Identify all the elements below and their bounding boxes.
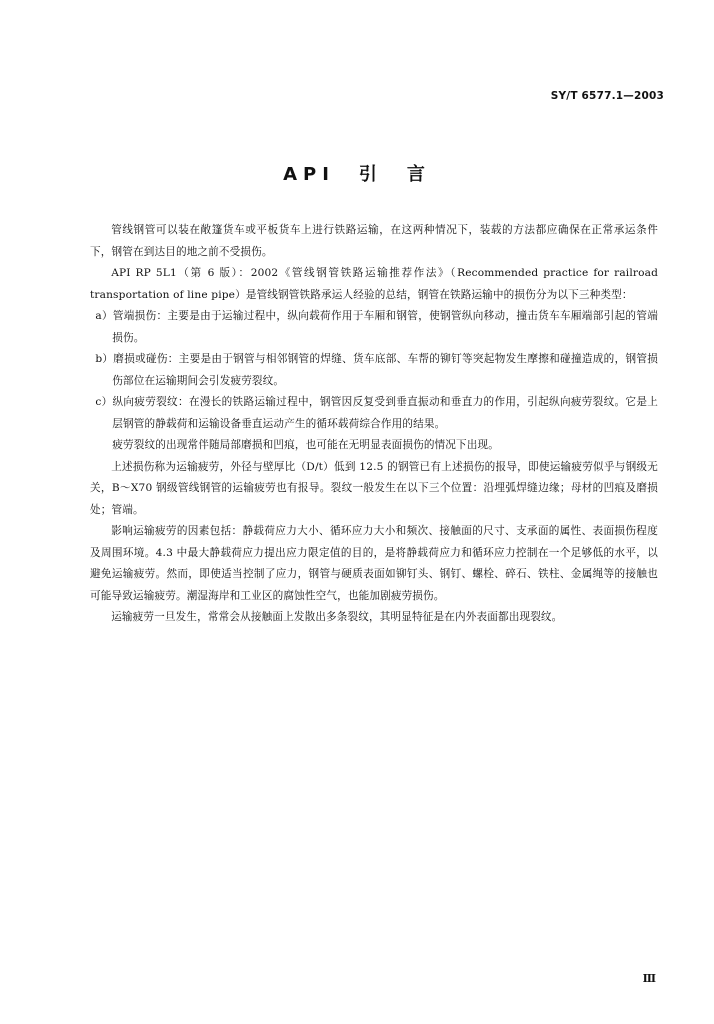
paragraph-1: 管线钢管可以装在敞篷货车或平板货车上进行铁路运输，在这两种情况下，装载的方法都应确保在正常承运条件下，钢管在到达目的地之前不受损伤。: [90, 224, 658, 258]
page-title: API 引 言: [283, 164, 431, 185]
standard-code: SY/T 6577.1—2003: [550, 90, 664, 102]
paragraph-2: API RP 5L1（第 6 版）：2002《管线钢管铁路运输推荐作法》（Recommended practice for railroad transportation of line pipe）是管线钢管铁路承运人经验的总结，钢管在铁路运输中的损伤分为以下三种类型：: [90, 267, 658, 301]
list-item-a: a）管端损伤：主要是由于运输过程中，纵向载荷作用于车厢和钢管，使钢管纵向移动，撞击货车车厢端部引起的管端损伤。: [95, 310, 658, 344]
list-item-b: b）磨损或碰伤：主要是由于钢管与相邻钢管的焊缝、货车底部、车帮的铆钉等突起物发生摩擦和碰撞造成的，钢管损伤部位在运输期间会引发疲劳裂纹。: [95, 353, 658, 387]
paragraph-4: 影响运输疲劳的因素包括：静载荷应力大小、循环应力大小和频次、接触面的尺寸、支承面的属性、表面损伤程度及周围环境。4.3 中最大静载荷应力提出应力限定值的目的，是将静载荷应力和循环应力控制在一个足够低的水平，以避免运输疲劳。然而，即使适当控制了应力，钢管与硬质表面如铆钉头、钢钉、螺栓、碎石、铁柱、金属绳等的接触也可能导致运输疲劳。潮湿海岸和工业区的腐蚀性空气，也能加剧疲劳损伤。: [90, 525, 658, 602]
page-number: Ⅲ: [642, 972, 656, 985]
list-item-c-continuation: 疲劳裂纹的出现常伴随局部磨损和凹痕，也可能在无明显表面损伤的情况下出现。: [112, 439, 500, 451]
paragraph-5: 运输疲劳一旦发生，常常会从接触面上发散出多条裂纹，其明显特征是在内外表面都出现裂纹。: [111, 611, 563, 623]
list-item-c: c）纵向疲劳裂纹：在漫长的铁路运输过程中，钢管因反复受到垂直振动和垂直力的作用，引起纵向疲劳裂纹。它是上层钢管的静载荷和运输设备垂直运动产生的循环载荷综合作用的结果。: [95, 396, 658, 430]
paragraph-3: 上述损伤称为运输疲劳，外径与壁厚比（D/t）低到 12.5 的钢管已有上述损伤的报导，即使运输疲劳似乎与钢级无关，B～X70 钢级管线钢管的运输疲劳也有报导。裂纹一般发生在以下三个位置：沿埋弧焊缝边缘；母材的凹痕及磨损处；管端。: [90, 460, 658, 516]
document-body: [90, 220, 658, 629]
